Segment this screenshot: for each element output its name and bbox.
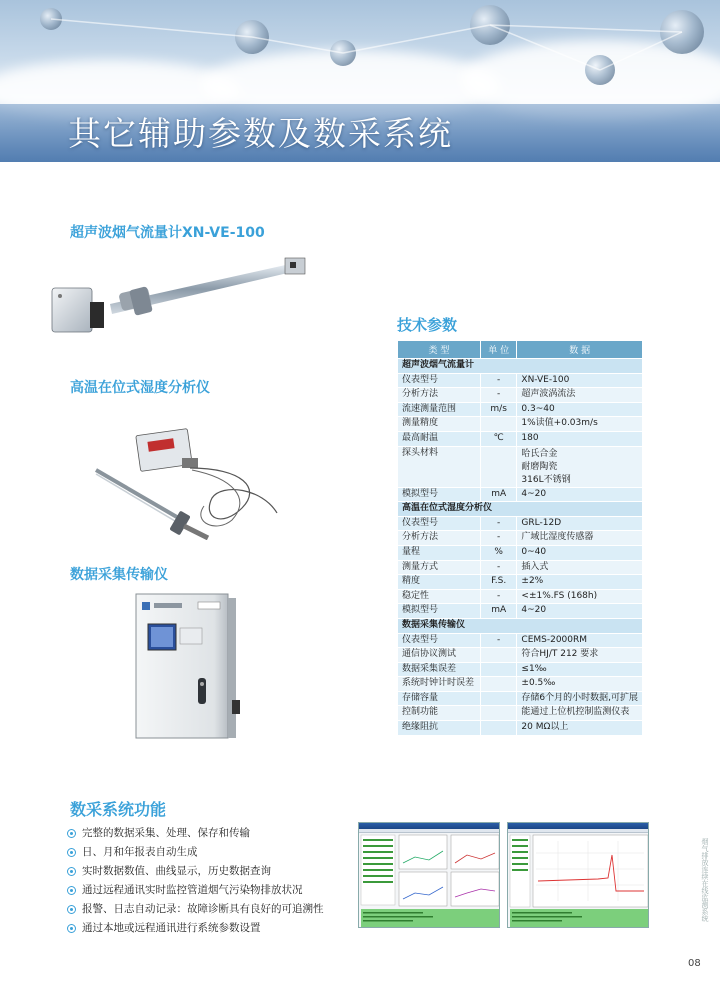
- table-row: [398, 373, 643, 388]
- list-item: [67, 919, 324, 938]
- param-value: ±0.5‰: [517, 677, 643, 692]
- humidity-analyzer-image: [92, 428, 292, 540]
- param-unit: mA: [480, 487, 516, 502]
- param-value: 存储6个月的小时数据,可扩展: [517, 691, 643, 706]
- table-header-row: [398, 341, 643, 359]
- param-value: 插入式: [517, 560, 643, 575]
- param-unit: [480, 446, 516, 487]
- param-unit: -: [480, 373, 516, 388]
- param-unit: %: [480, 545, 516, 560]
- table-row: [398, 516, 643, 531]
- daq-transmitter-image: [132, 590, 242, 742]
- table-section-row: [398, 359, 643, 374]
- table-row: [398, 721, 643, 736]
- list-item: [67, 862, 324, 881]
- param-value-line: 哈氏合金: [521, 448, 558, 459]
- param-name: 最高耐温: [398, 431, 481, 446]
- param-unit: [480, 677, 516, 692]
- circle-bullet-icon: [67, 886, 76, 895]
- list-item: [67, 824, 324, 843]
- molecule-links: [0, 0, 720, 110]
- table-row: [398, 691, 643, 706]
- param-value: GRL-12D: [517, 516, 643, 531]
- param-name: 存储容量: [398, 691, 481, 706]
- param-unit: -: [480, 560, 516, 575]
- param-name: 测量精度: [398, 417, 481, 432]
- feature-text: 日、月和年报表自动生成: [82, 846, 198, 858]
- table-row: [398, 402, 643, 417]
- table-row: [398, 487, 643, 502]
- table-row: [398, 531, 643, 546]
- param-name: 仪表型号: [398, 373, 481, 388]
- param-value: ≤1‰: [517, 662, 643, 677]
- param-value: 4~20: [517, 487, 643, 502]
- section-label: 数据采集传输仪: [398, 618, 643, 633]
- param-unit: -: [480, 531, 516, 546]
- feature-text: 通过本地或远程通讯进行系统参数设置: [82, 922, 261, 934]
- list-item: [67, 900, 324, 919]
- software-screenshot-dashboard: [358, 822, 500, 928]
- table-row: [398, 648, 643, 663]
- param-name: 绝缘阻抗: [398, 721, 481, 736]
- circle-bullet-icon: [67, 829, 76, 838]
- param-value: <±1%.FS (168h): [517, 589, 643, 604]
- param-name: 通信协议测试: [398, 648, 481, 663]
- param-value: XN-VE-100: [517, 373, 643, 388]
- table-row: [398, 431, 643, 446]
- trend-chart-image: [508, 833, 649, 928]
- feature-text: 通过远程通讯实时监控管道烟气污染物排放状况: [82, 884, 303, 896]
- param-value: CEMS-2000RM: [517, 633, 643, 648]
- param-unit: -: [480, 516, 516, 531]
- table-row: [398, 560, 643, 575]
- param-name: 精度: [398, 575, 481, 590]
- param-unit: [480, 706, 516, 721]
- param-value: 0~40: [517, 545, 643, 560]
- param-name: 仪表型号: [398, 516, 481, 531]
- section-label: 高温在位式湿度分析仪: [398, 502, 643, 517]
- param-value: 超声波涡流法: [517, 388, 643, 403]
- system-functions-heading: 数采系统功能: [70, 800, 167, 819]
- tech-params-table: [397, 340, 643, 736]
- tech-params-heading: 技术参数: [397, 316, 458, 334]
- param-unit: F.S.: [480, 575, 516, 590]
- table-row: [398, 589, 643, 604]
- param-value: 20 MΩ以上: [517, 721, 643, 736]
- page-number: 08: [688, 958, 701, 969]
- header-banner: [0, 0, 720, 162]
- table-row: [398, 417, 643, 432]
- param-value: 能通过上位机控制监测仪表: [517, 706, 643, 721]
- param-name: 稳定性: [398, 589, 481, 604]
- param-value: 4~20: [517, 604, 643, 619]
- param-name: 仪表型号: [398, 633, 481, 648]
- table-row: [398, 662, 643, 677]
- param-unit: ℃: [480, 431, 516, 446]
- param-name: 控制功能: [398, 706, 481, 721]
- humidity-analyzer-heading: 高温在位式湿度分析仪: [70, 380, 210, 396]
- table-row: [398, 575, 643, 590]
- param-name: 测量方式: [398, 560, 481, 575]
- circle-bullet-icon: [67, 905, 76, 914]
- side-caption: 烟气排放连续在线监测系统: [701, 838, 709, 922]
- table-row: [398, 446, 643, 487]
- table-row: [398, 633, 643, 648]
- feature-list: [67, 824, 324, 938]
- circle-bullet-icon: [67, 924, 76, 933]
- feature-text: 实时数据数值、曲线显示，历史数据查询: [82, 865, 271, 877]
- param-value-line: 耐磨陶瓷: [521, 461, 558, 472]
- table-row: [398, 545, 643, 560]
- col-data-header: 数 据: [517, 341, 643, 359]
- param-unit: m/s: [480, 402, 516, 417]
- table-row: [398, 677, 643, 692]
- table-row: [398, 706, 643, 721]
- daq-transmitter-heading: 数据采集传输仪: [70, 567, 168, 583]
- list-item: [67, 843, 324, 862]
- dashboard-panels-image: [359, 833, 500, 928]
- param-name: 模拟型号: [398, 487, 481, 502]
- param-unit: mA: [480, 604, 516, 619]
- list-item: [67, 881, 324, 900]
- param-unit: -: [480, 589, 516, 604]
- table-row: [398, 388, 643, 403]
- param-value: 180: [517, 431, 643, 446]
- param-unit: [480, 417, 516, 432]
- param-value: 1%读值+0.03m/s: [517, 417, 643, 432]
- page-title: 其它辅助参数及数采系统: [68, 114, 453, 153]
- param-name: 分析方法: [398, 388, 481, 403]
- ultrasonic-flowmeter-image: [50, 252, 320, 344]
- param-unit: [480, 721, 516, 736]
- param-name: 探头材料: [398, 446, 481, 487]
- table-section-row: [398, 618, 643, 633]
- param-name: 分析方法: [398, 531, 481, 546]
- param-name: 模拟型号: [398, 604, 481, 619]
- section-label: 超声波烟气流量计: [398, 359, 643, 374]
- circle-bullet-icon: [67, 848, 76, 857]
- ultrasonic-flowmeter-heading: 超声波烟气流量计XN-VE-100: [70, 225, 265, 241]
- col-type-header: 类 型: [398, 341, 481, 359]
- param-unit: [480, 662, 516, 677]
- table-row: [398, 604, 643, 619]
- circle-bullet-icon: [67, 867, 76, 876]
- param-unit: [480, 648, 516, 663]
- param-unit: -: [480, 388, 516, 403]
- feature-text: 完整的数据采集、处理、保存和传输: [82, 827, 250, 839]
- param-name: 数据采集误差: [398, 662, 481, 677]
- param-value: 符合HJ/T 212 要求: [517, 648, 643, 663]
- param-value: 广域比湿度传感器: [517, 531, 643, 546]
- param-value: 0.3~40: [517, 402, 643, 417]
- param-unit: [480, 691, 516, 706]
- feature-text: 报警、日志自动记录：故障诊断具有良好的可追溯性: [82, 903, 324, 915]
- param-value-line: 316L不锈钢: [521, 474, 571, 485]
- param-value: [517, 446, 643, 487]
- param-name: 系统时钟计时误差: [398, 677, 481, 692]
- param-name: 量程: [398, 545, 481, 560]
- param-name: 流速测量范围: [398, 402, 481, 417]
- table-section-row: [398, 502, 643, 517]
- param-value: ±2%: [517, 575, 643, 590]
- param-unit: -: [480, 633, 516, 648]
- col-unit-header: 单 位: [480, 341, 516, 359]
- software-screenshot-trend: [507, 822, 649, 928]
